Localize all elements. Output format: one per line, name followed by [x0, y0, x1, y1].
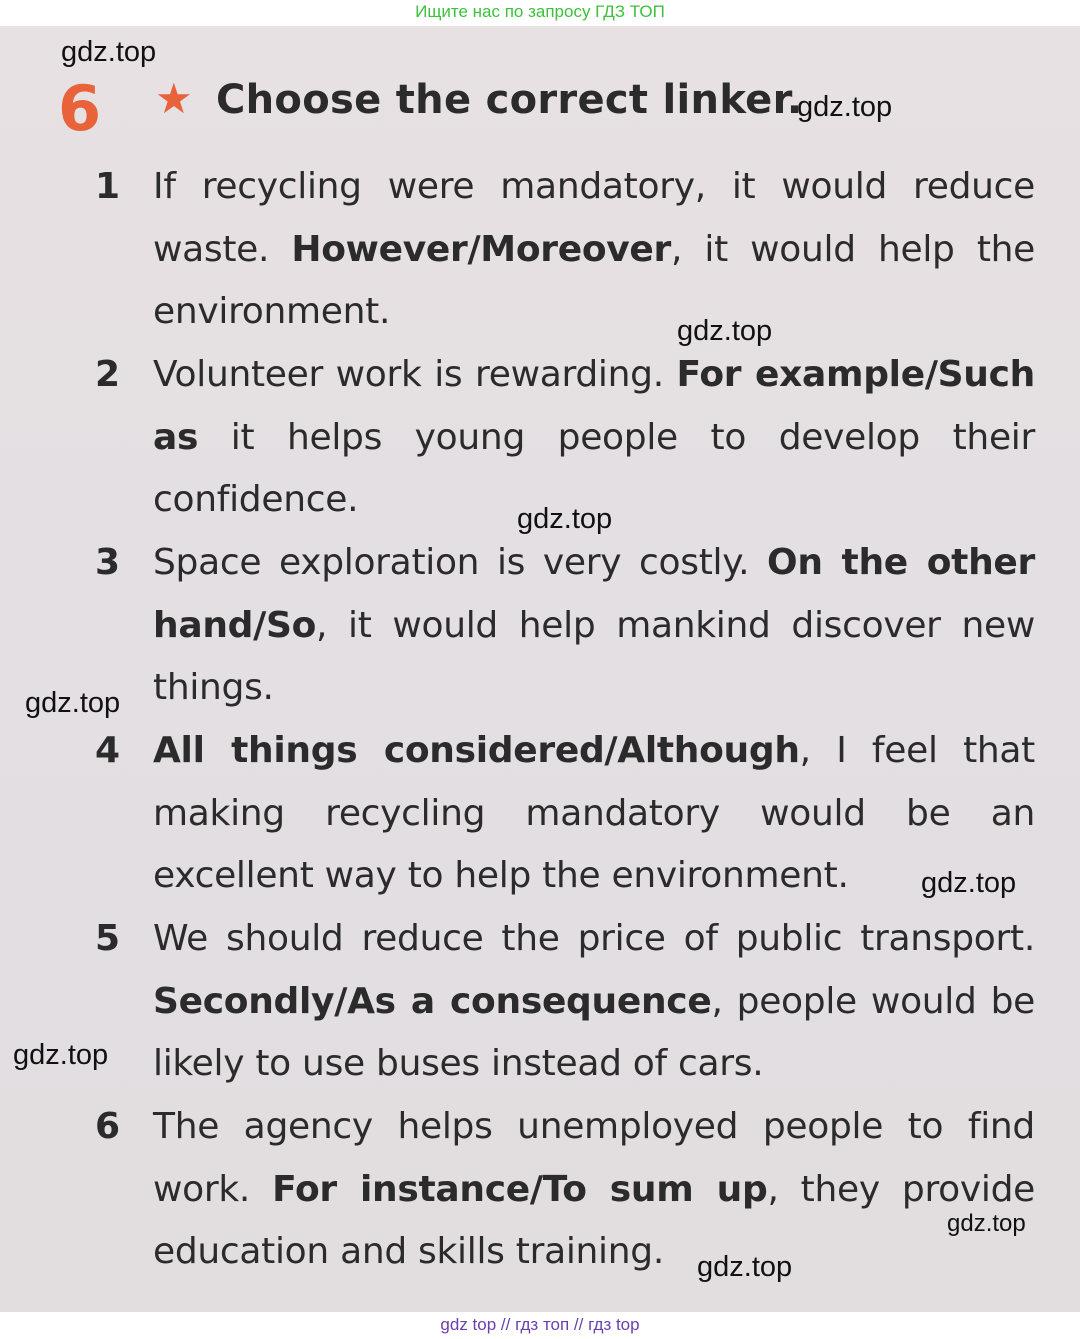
linker-choice: Secondly/As a consequence [153, 980, 712, 1022]
item-text-before: If recycling were mandatory, it would reduce waste. [153, 166, 1035, 270]
item-text [153, 532, 1035, 720]
item-text-after: , it would help mankind discover new things. [153, 604, 1035, 708]
textbook-page [0, 26, 1080, 1312]
watermark: gdz.top [677, 315, 773, 347]
exercise-title: Choose the correct linker. [216, 77, 803, 123]
watermark: gdz.top [921, 867, 1017, 899]
item-text-before: Volunteer work is rewarding. [153, 354, 677, 395]
item-text-before: The agency helps unemployed people to find work. [153, 1106, 1035, 1210]
watermark: gdz.top [13, 1039, 109, 1071]
exercise-number: 6 [58, 72, 102, 145]
item-text-before: Space exploration is very costly. [153, 542, 768, 583]
item-text [153, 1096, 1035, 1284]
linker-choice: On the other hand/So [153, 542, 1035, 646]
item-text-before: We should reduce the price of public transport. [153, 918, 1035, 959]
item-text [153, 720, 1035, 908]
watermark: gdz.top [61, 36, 157, 68]
item-text-after: , I feel that making recycling mandatory would be an excellent way to help the environment. [153, 730, 1036, 896]
item-number: 2 [95, 354, 121, 395]
item-number: 6 [95, 1106, 121, 1147]
linker-choice: All things considered/Although [153, 730, 800, 771]
item-text [153, 156, 1035, 344]
star-icon: ★ [155, 74, 193, 123]
item-number: 1 [95, 166, 121, 207]
bottom-banner-link[interactable]: gdz top // гдз топ // гдз top [0, 1312, 1080, 1339]
linker-choice: For instance/To sum up [272, 1168, 768, 1210]
watermark: gdz.top [697, 1251, 793, 1283]
item-text-after: , people would be likely to use buses instead of cars. [153, 980, 1035, 1084]
watermark: gdz.top [947, 1210, 1026, 1237]
item-text [153, 908, 1035, 1096]
item-text-after: , it would help the environment. [153, 228, 1035, 332]
watermark: gdz.top [25, 687, 121, 719]
watermark: gdz.top [517, 503, 613, 535]
item-number: 3 [95, 542, 121, 583]
item-number: 4 [95, 730, 121, 771]
item-text-after: it helps young people to develop their confidence. [153, 416, 1035, 520]
item-number: 5 [95, 918, 121, 959]
top-banner-link[interactable]: Ищите нас по запросу ГДЗ ТОП [0, 0, 1080, 26]
watermark: gdz.top [797, 91, 893, 123]
linker-choice: However/Moreover [291, 228, 672, 270]
item-text-after: , they provide education and skills training. [153, 1168, 1035, 1272]
linker-choice: For example/Such as [153, 354, 1036, 458]
